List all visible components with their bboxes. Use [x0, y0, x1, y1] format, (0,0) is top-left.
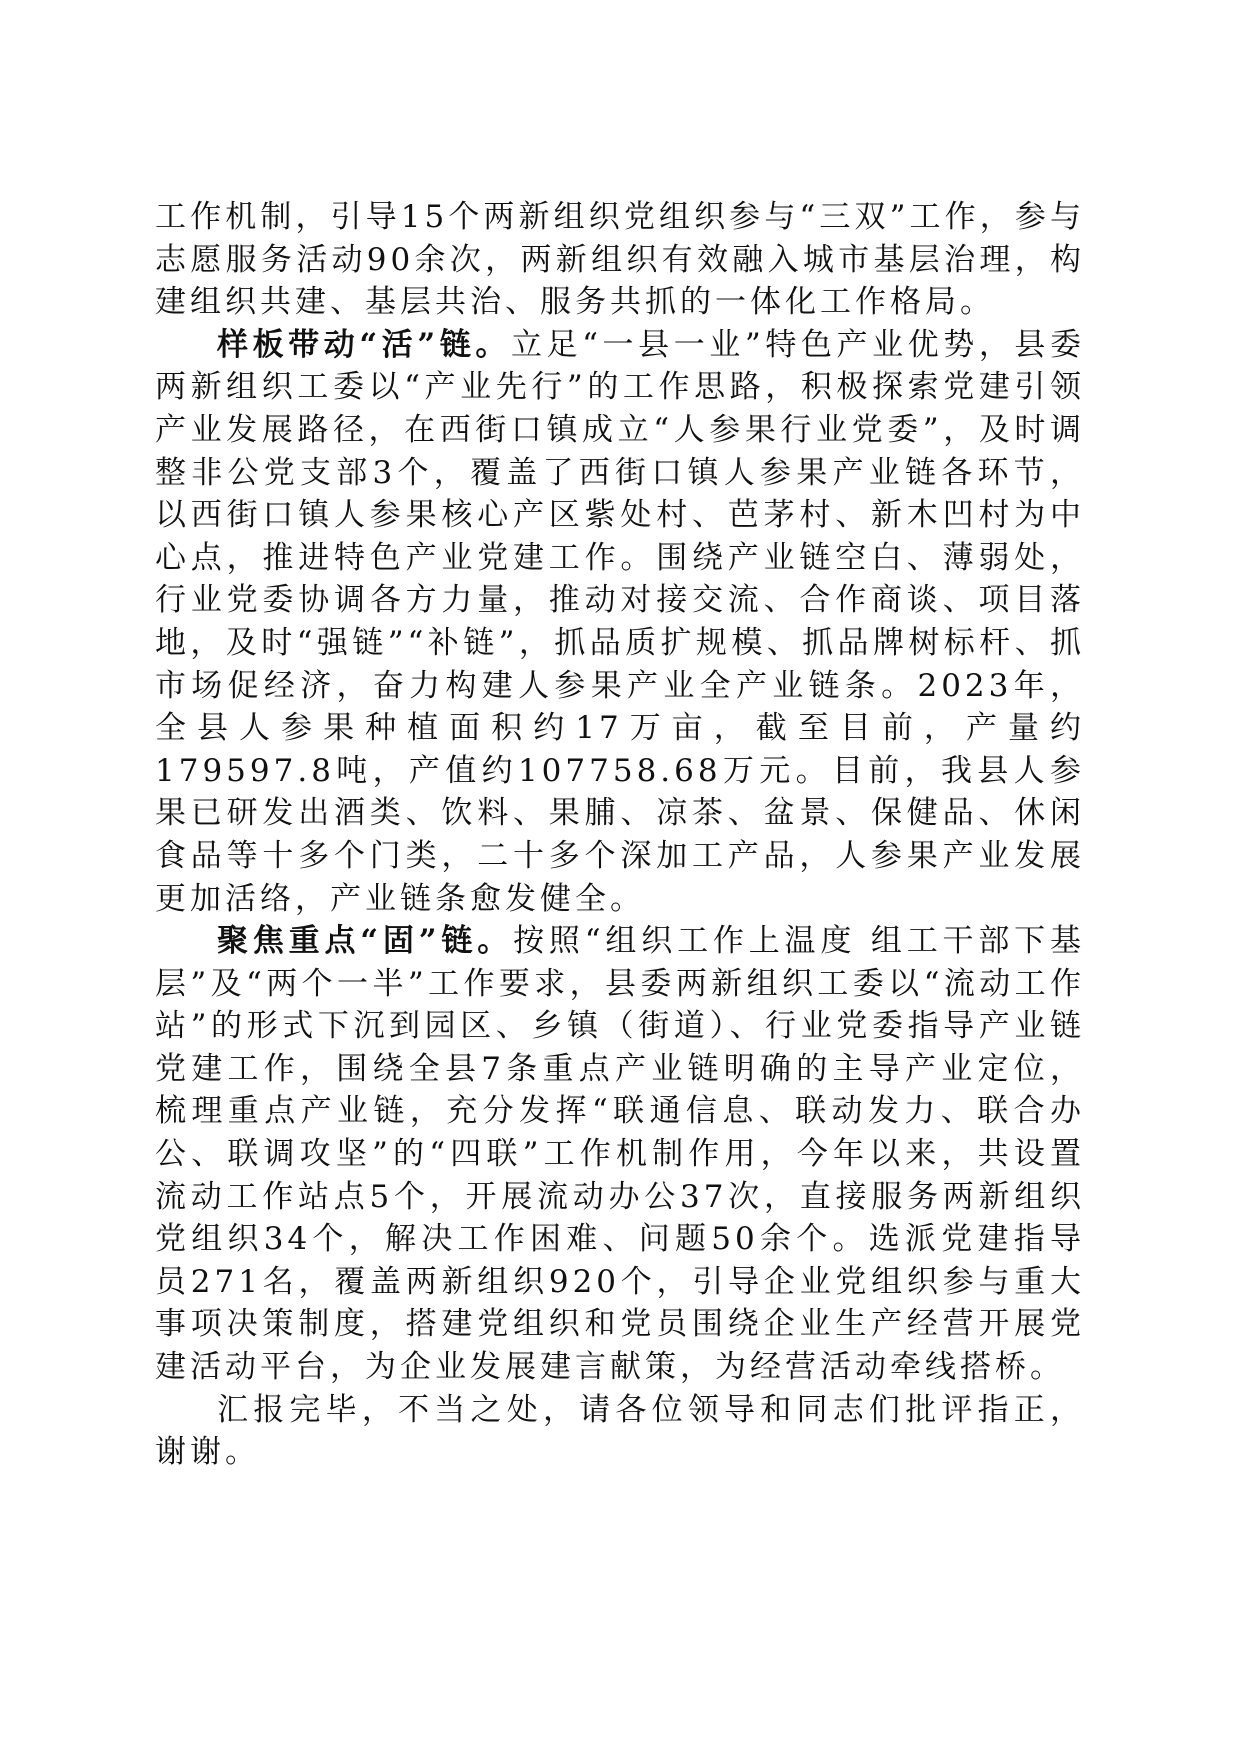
section-body: 立足“一县一业”特色产业优势，县委两新组织工委以“产业先行”的工作思路，积极探索党建引领产业发展路径，在西街口镇成立“人参果行业党委”，及时调整非公党支部3个，覆盖了西街口镇人参果产业链各环节，以西街口镇人参果核心产区紫处村、芭茅村、新木凹村为中心点，推进特色产业党建工作。围绕产业链空白、薄弱处，行业党委协调各方力量，推动对接交流、合作商谈、项目落地，及时“强链”“补链”，抓品质扩规模、抓品牌树标杆、抓市场促经济，奋力构建人参果产业全产业链条。2023年，全县人参果种植面积约17万亩，截至目前，产量约179597.8吨，产值约107758.68万元。目前，我县人参果已研发出酒类、饮料、果脯、凉茶、盆景、保健品、休闲食品等十多个门类，二十多个深加工产品，人参果产业发展更加活络，产业链条愈发健全。 — [155, 326, 1085, 917]
section-heading: 聚焦重点“固”链。 — [217, 923, 514, 960]
paragraph-section-solid-chain — [155, 920, 1085, 1389]
document-body — [155, 196, 1085, 1474]
section-body: 按照“组织工作上温度 组工干部下基层”及“两个一半”工作要求，县委两新组织工委以“流动工作站”的形式下沉到园区、乡镇（街道）、行业党委指导产业链党建工作，围绕全县7条重点产业链明确的主导产业定位，梳理重点产业链，充分发挥“联通信息、联动发力、联合办公、联调攻坚”的“四联”工作机制作用，今年以来，共设置流动工作站点5个，开展流动办公37次，直接服务两新组织党组织34个，解决工作困难、问题50余个。选派党建指导员271名，覆盖两新组织920个，引导企业党组织参与重大事项决策制度，搭建党组织和党员围绕企业生产经营开展党建活动平台，为企业发展建言献策，为经营活动牵线搭桥。 — [155, 923, 1085, 1386]
paragraph-closing: 汇报完毕，不当之处，请各位领导和同志们批评指正，谢谢。 — [155, 1391, 1085, 1471]
paragraph-section-active-chain — [155, 324, 1085, 920]
section-heading: 样板带动“活”链。 — [217, 326, 511, 363]
paragraph-continuation: 工作机制，引导15个两新组织党组织参与“三双”工作，参与志愿服务活动90余次，两新组织有效融入城市基层治理，构建组织共建、基层共治、服务共抓的一体化工作格局。 — [155, 199, 1085, 321]
